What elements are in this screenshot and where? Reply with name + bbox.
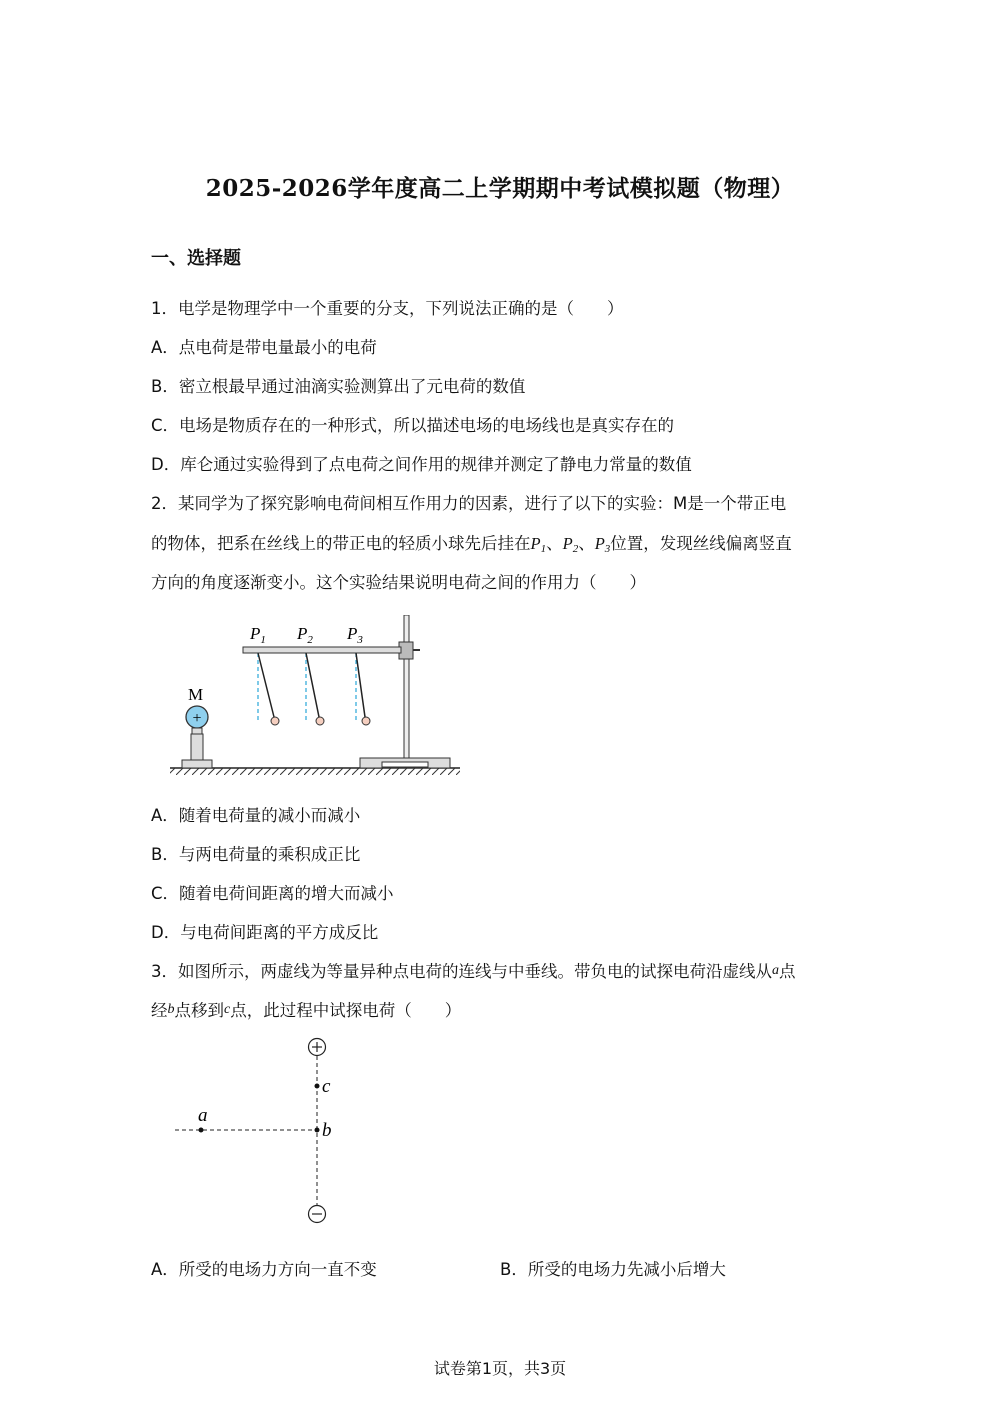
m-neck (192, 728, 202, 734)
q2-option-a: A．随着电荷量的减小而减小 (151, 806, 361, 825)
q1-option-c: C．电场是物质存在的一种形式，所以描述电场的电场线也是真实存在的 (151, 416, 675, 435)
q2-option-b: B．与两电荷量的乘积成正比 (151, 845, 361, 864)
section-heading-choice: 一、选择题 (151, 248, 241, 269)
point-a (199, 1128, 204, 1133)
q2-p1-symbol: P (530, 534, 541, 553)
q3-point-a-inline: a (772, 963, 779, 978)
q2-separator-1: 、 (546, 534, 563, 553)
q2-option-c: C．随着电荷间距离的增大而减小 (151, 884, 394, 903)
p3-label: $P_3$ (347, 624, 363, 646)
exam-title: 2025-2026学年度高二上学期期中考试模拟题（物理） (205, 175, 795, 202)
q3-option-b: B．所受的电场力先减小后增大 (500, 1260, 726, 1279)
q2-p3-subscript: 3 (604, 543, 611, 555)
q3-stem-line2-part2: 点移到 (174, 1001, 224, 1020)
p2-label: $P_2$ (297, 624, 313, 646)
q2-stem-line2-part1: 的物体，把系在丝线上的带正电的轻质小球先后挂在 (151, 534, 531, 553)
p1-label: $P_1$ (250, 624, 266, 646)
q3-option-a: A．所受的电场力方向一直不变 (151, 1260, 377, 1279)
m-base (182, 760, 212, 768)
q3-point-c-inline: c (224, 1002, 231, 1017)
m-label: M (188, 685, 204, 704)
q3-point-b-inline: b (167, 1002, 175, 1017)
q2-stem-line2 (151, 533, 792, 560)
p3-ball (362, 717, 370, 725)
q3-stem-line1 (151, 960, 796, 983)
p3-thread (356, 653, 365, 717)
ground-hatching (170, 768, 460, 775)
q3-stem-line2-part1: 经 (151, 1001, 168, 1020)
q2-stem-line1: 2．某同学为了探究影响电荷间相互作用力的因素，进行了以下的实验：M是一个带正电 (151, 494, 787, 513)
q3-stem-line2 (151, 999, 461, 1022)
stand-rod (404, 615, 409, 758)
label-b: b (322, 1120, 332, 1141)
q1-option-a: A．点电荷是带电量最小的电荷 (151, 338, 377, 357)
point-c (315, 1084, 320, 1089)
q2-stem-line3: 方向的角度逐渐变小。这个实验结果说明电荷之间的作用力（ ） (151, 573, 646, 592)
page-footer: 试卷第1页，共3页 (433, 1359, 567, 1378)
q1-stem: 1．电学是物理学中一个重要的分支，下列说法正确的是（ ） (151, 299, 624, 318)
point-b (315, 1128, 320, 1133)
q2-stem-line2-part2: 位置，发现丝线偏离竖直 (610, 534, 792, 553)
q1-option-b: B．密立根最早通过油滴实验测算出了元电荷的数值 (151, 377, 526, 396)
q2-p2-subscript: 2 (572, 543, 579, 555)
m-plus-sign: + (192, 710, 202, 727)
q3-stem-line1-part2: 点 (779, 962, 796, 981)
p2-thread (306, 653, 319, 717)
p1-thread (258, 653, 274, 717)
q3-field-figure (170, 1035, 350, 1230)
q2-p3-symbol: P (594, 534, 605, 553)
q2-p1-subscript: 1 (540, 543, 547, 555)
m-pillar (191, 734, 203, 760)
q3-stem-line1-part1: 3．如图所示，两虚线为等量异种点电荷的连线与中垂线。带负电的试探电荷沿虚线从 (151, 962, 772, 981)
horizontal-bar (243, 647, 401, 653)
stand-base-slot (382, 762, 428, 767)
q2-p2-symbol: P (562, 534, 573, 553)
q1-option-d: D．库仑通过实验得到了点电荷之间作用的规律并测定了静电力常量的数值 (151, 455, 692, 474)
q3-stem-line2-part3: 点，此过程中试探电荷（ ） (230, 1001, 462, 1020)
label-a: a (198, 1105, 208, 1126)
q2-option-d: D．与电荷间距离的平方成反比 (151, 923, 379, 942)
q2-apparatus-figure (160, 615, 470, 785)
p1-ball (271, 717, 279, 725)
p2-ball (316, 717, 324, 725)
q2-separator-2: 、 (578, 534, 595, 553)
label-c: c (322, 1076, 331, 1097)
